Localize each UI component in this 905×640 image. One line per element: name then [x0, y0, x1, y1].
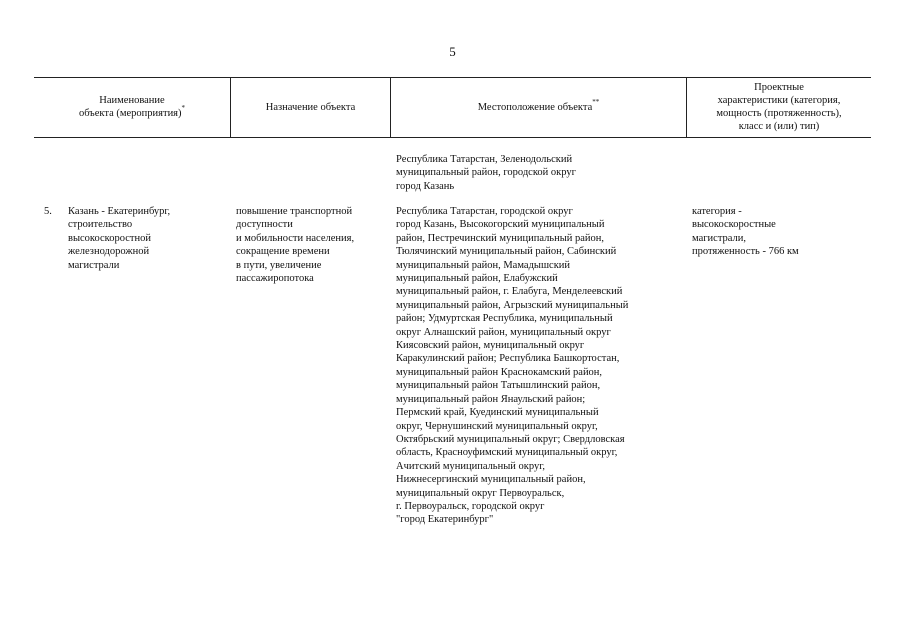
row-number: 5.: [44, 206, 52, 217]
header-characteristics-label: Проектные характеристики (категория, мощность (протяженность), класс и (или) тип): [716, 82, 842, 132]
header-location-label: Местоположение объекта: [477, 101, 593, 113]
object-location: Республика Татарстан, городской округ город Казань, Высокогорский муниципальный район, Пестречинский муниципальный район, Тюлячинский муниципальный район, Сабинский муниципальный район, Мамадышский муниципальный район, Елабужский муниципальный район, г. Елабуга, Менделеевский муниципальный район, Агрызский муниципальный район; Удмуртская Республика, муниципальный округ Алнашский район, муниципальный округ Киясовский район, муниципальный округ Каракулинский район; Республика Башкортостан, муниципальный район Краснокамский район, муниципальный район Татышлинский район, муниципальный район Янаульский район; Пермский край, Куединский муниципальный округ, Чернушинский муниципальный округ, Октябрьский муниципальный округ; Свердловская область, Красноуфимский муниципальный округ, Ачитский муниципальный округ, Нижнесергинский муниципальный район, муниципальный округ Первоуральск, г. Первоуральск, городской округ "город Екатеринбург": [396, 206, 629, 526]
header-name-column: [34, 77, 230, 137]
object-purpose: повышение транспортной доступности и мобильности населения, сокращение времени в пути, увеличение пассажиропотока: [236, 206, 355, 285]
continuation-location-text: Республика Татарстан, Зеленодольский муниципальный район, городской округ город Казань: [396, 154, 576, 192]
header-name-label: Наименование объекта (мероприятия): [78, 95, 182, 119]
header-characteristics-column: [687, 77, 871, 137]
object-characteristics: категория - высокоскоростные магистрали, протяженность - 766 км: [692, 206, 799, 258]
footnote-mark: *: [181, 104, 186, 112]
header-purpose-column: [231, 77, 390, 137]
footnote-mark: **: [592, 97, 600, 106]
page-number: 5: [449, 44, 456, 59]
header-location-column: [391, 77, 686, 137]
table-header-bottom-border: [34, 137, 871, 138]
object-name: Казань - Екатеринбург, строительство высокоскоростной железнодорожной магистрали: [68, 206, 171, 271]
header-purpose-label: Назначение объекта: [265, 101, 356, 113]
